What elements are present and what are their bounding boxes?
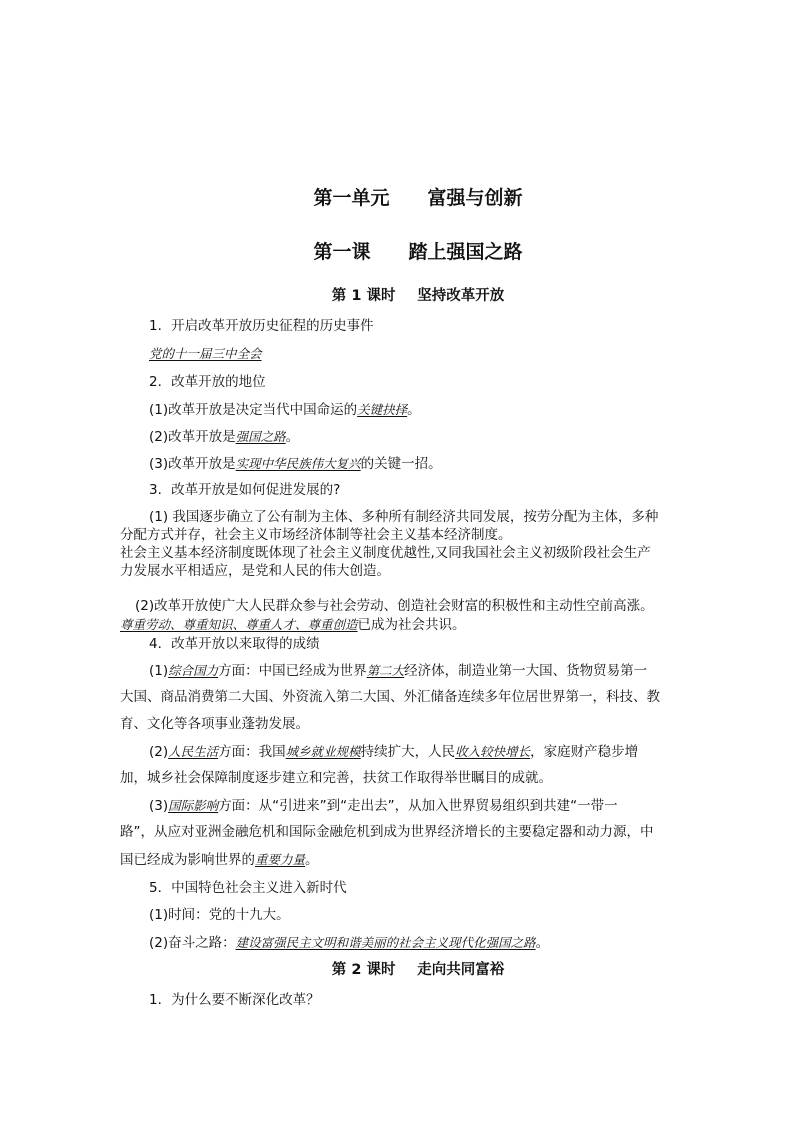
answer-blank: 人民生活 bbox=[168, 744, 219, 759]
unit-title bbox=[0, 186, 794, 210]
q4-p1-line-3: 育、文化等各项事业蓬勃发展。 bbox=[120, 716, 309, 732]
period-number: 第 1 课时 bbox=[331, 288, 396, 304]
q2-item-3: (3)改革开放是实现中华民族伟大复兴的关键一招。 bbox=[149, 456, 442, 472]
q4-p1-line-1: (1)综合国力方面：中国已经成为世界第二大经济体，制造业第一大国、货物贸易第一 bbox=[149, 663, 648, 679]
q5-item-1: (1)时间：党的十九大。 bbox=[149, 907, 290, 923]
answer-blank: 重要力量 bbox=[255, 852, 306, 867]
answer-blank: 国际影响 bbox=[168, 798, 219, 813]
q3-p1-line-2: 分配方式并存，社会主义市场经济体制等社会主义基本经济制度。 bbox=[120, 527, 512, 543]
lesson-name: 踏上强国之路 bbox=[408, 241, 523, 263]
q3-p2-line-2: 尊重劳动、尊重知识、尊重人才、尊重创造已成为社会共识。 bbox=[120, 617, 466, 633]
q2-item-1: (1)改革开放是决定当代中国命运的关键抉择。 bbox=[149, 402, 421, 418]
q4-p3-line-2: 路”，从应对亚洲金融危机和国际金融危机到成为世界经济增长的主要稳定器和动力源，中 bbox=[120, 824, 654, 840]
q3-p1-line-3: 社会主义基本经济制度既体现了社会主义制度优越性,又同我国社会主义初级阶段社会生产 bbox=[120, 545, 651, 561]
period-number: 第 2 课时 bbox=[331, 962, 396, 978]
answer-blank: 第二大 bbox=[366, 663, 405, 678]
answer-blank: 党的十一届三中全会 bbox=[149, 346, 262, 361]
lesson-number: 第一课 bbox=[313, 241, 371, 263]
answer-blank: 综合国力 bbox=[168, 663, 219, 678]
q2-heading: 2．改革开放的地位 bbox=[149, 374, 266, 390]
unit-number: 第一单元 bbox=[313, 187, 390, 209]
q4-p2-line-2: 加，城乡社会保障制度逐步建立和完善，扶贫工作取得举世瞩目的成就。 bbox=[120, 770, 552, 786]
answer-blank: 城乡就业规模 bbox=[285, 744, 361, 759]
answer-blank: 关键抉择 bbox=[357, 402, 408, 417]
q3-p2-line-1: (2)改革开放使广大人民群众参与社会劳动、创造社会财富的积极性和主动性空前高涨。 bbox=[135, 598, 654, 614]
q4-p3-line-1: (3)国际影响方面：从“引进来”到“走出去”，从加入世界贸易组织到共建“一带一 bbox=[149, 798, 618, 814]
unit-name: 富强与创新 bbox=[427, 187, 523, 209]
period-name: 坚持改革开放 bbox=[417, 288, 505, 304]
period-1-title bbox=[0, 287, 794, 306]
q4-heading: 4．改革开放以来取得的成绩 bbox=[149, 636, 320, 652]
answer-blank: 收入较快增长 bbox=[455, 744, 531, 759]
q5-heading: 5．中国特色社会主义进入新时代 bbox=[149, 880, 347, 896]
answer-blank: 实现中华民族伟大复兴 bbox=[235, 456, 361, 471]
q1-answer bbox=[149, 345, 262, 363]
lesson-title bbox=[0, 240, 794, 264]
period-name: 走向共同富裕 bbox=[417, 962, 505, 978]
q4-p2-line-1: (2)人民生活方面：我国城乡就业规模持续扩大，人民收入较快增长，家庭财产稳步增 bbox=[149, 744, 639, 760]
q4-p3-line-3: 国已经成为影响世界的重要力量。 bbox=[120, 852, 319, 868]
q6-heading: 1．为什么要不断深化改革？ bbox=[149, 992, 320, 1008]
q3-p1-line-4: 力发展水平相适应，是党和人民的伟大创造。 bbox=[120, 563, 390, 579]
answer-blank: 强国之路 bbox=[235, 429, 286, 444]
answer-blank: 尊重劳动、尊重知识、尊重人才、尊重创造 bbox=[120, 617, 358, 632]
q3-p1-line-1: (1) 我国逐步确立了公有制为主体、多种所有制经济共同发展，按劳分配为主体，多种 bbox=[149, 509, 659, 525]
q2-item-2: (2)改革开放是强国之路。 bbox=[149, 429, 300, 445]
q3-heading: 3．改革开放是如何促进发展的? bbox=[149, 482, 341, 498]
q1-heading: 1．开启改革开放历史征程的历史事件 bbox=[149, 318, 374, 334]
answer-blank: 建设富强民主文明和谐美丽的社会主义现代化强国之路 bbox=[235, 935, 536, 950]
q4-p1-line-2: 大国、商品消费第二大国、外资流入第二大国、外汇储备连续多年位居世界第一，科技、教 bbox=[120, 689, 660, 705]
q5-item-2: (2)奋斗之路：建设富强民主文明和谐美丽的社会主义现代化强国之路。 bbox=[149, 935, 550, 951]
period-2-title bbox=[0, 961, 794, 980]
